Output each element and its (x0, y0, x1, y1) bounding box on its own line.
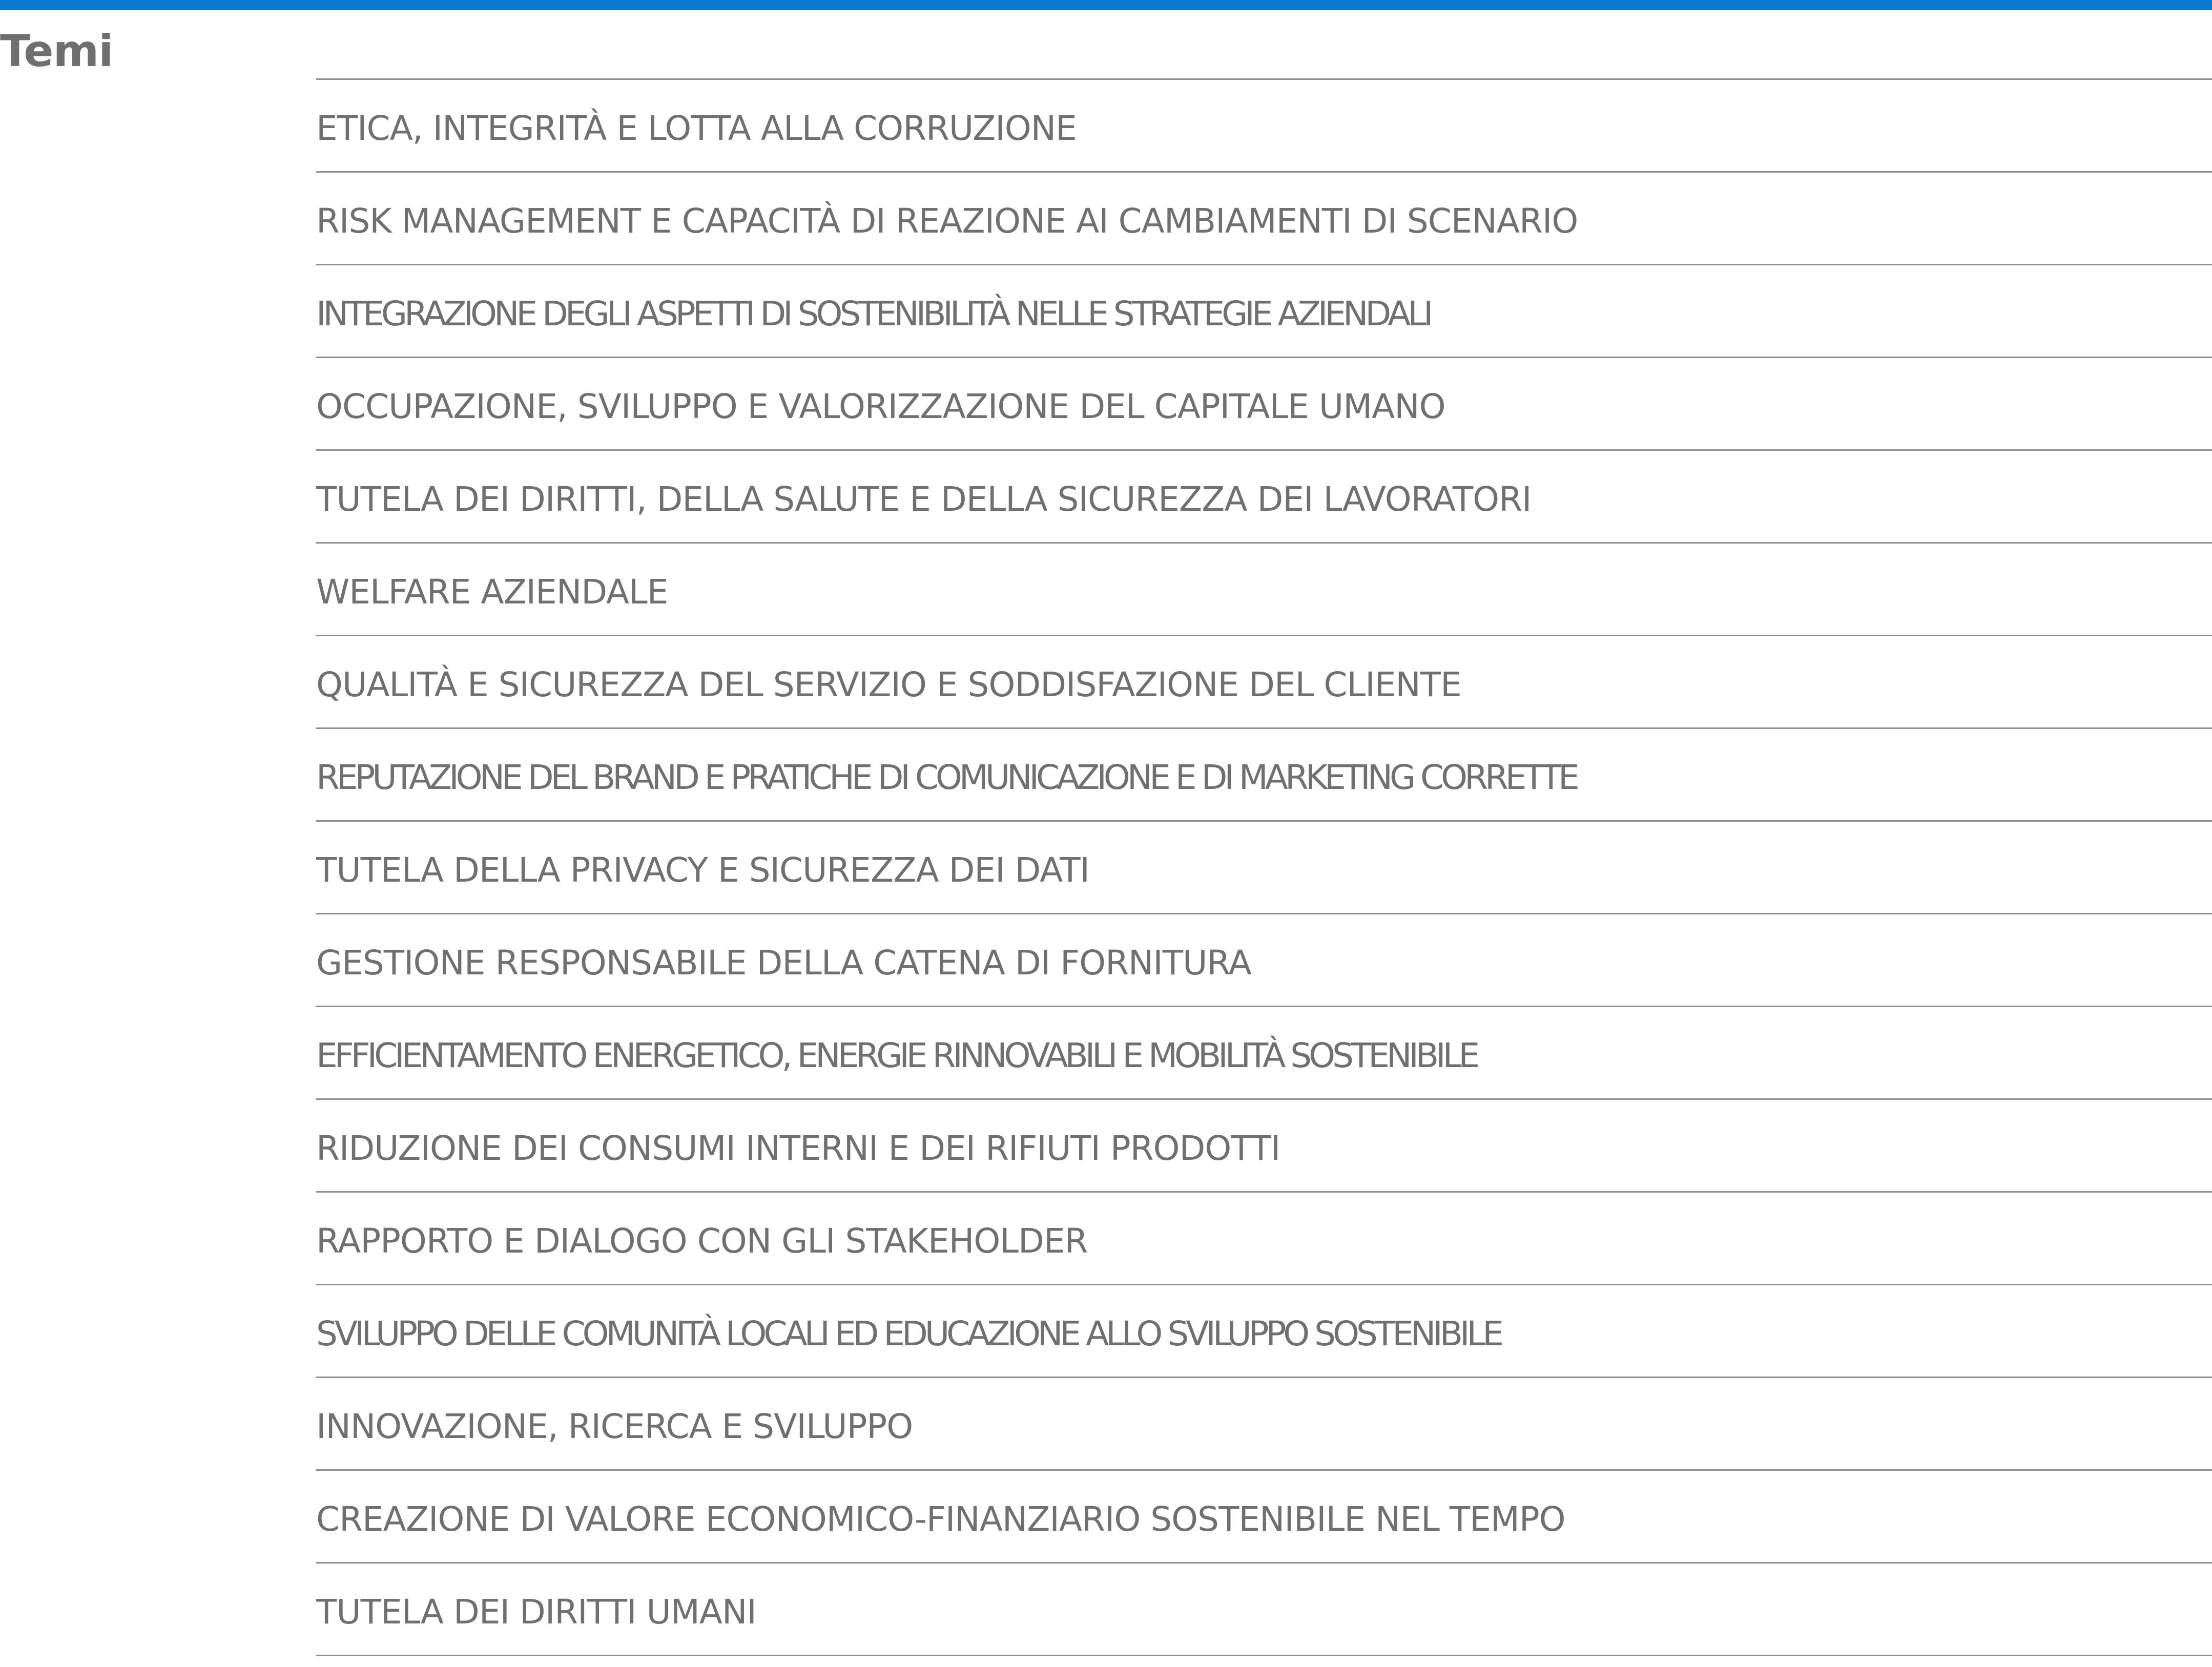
list-item (316, 1007, 2212, 1100)
topic-label: TUTELA DEI DIRITTI UMANI (316, 1592, 756, 1632)
list-item (316, 729, 2212, 822)
topic-label: INTEGRAZIONE DEGLI ASPETTI DI SOSTENIBILITÀ NELLE STRATEGIE AZIENDALI (316, 294, 1431, 334)
list-item (316, 1100, 2212, 1193)
topic-label: RAPPORTO E DIALOGO CON GLI STAKEHOLDER (316, 1221, 1088, 1261)
list-item (316, 1193, 2212, 1285)
top-accent-bar (0, 0, 2212, 10)
list-item (316, 1378, 2212, 1471)
list-item (316, 173, 2212, 265)
topic-label: SVILUPPO DELLE COMUNITÀ LOCALI ED EDUCAZIONE ALLO SVILUPPO SOSTENIBILE (316, 1314, 1501, 1353)
topic-label: GESTIONE RESPONSABILE DELLA CATENA DI FORNITURA (316, 943, 1251, 983)
topic-label: INNOVAZIONE, RICERCA E SVILUPPO (316, 1407, 913, 1446)
list-item (316, 636, 2212, 729)
topics-list (316, 78, 2212, 1656)
list-item (316, 1564, 2212, 1656)
topic-label: CREAZIONE DI VALORE ECONOMICO-FINANZIARIO SOSTENIBILE NEL TEMPO (316, 1499, 1565, 1539)
list-item (316, 358, 2212, 451)
topic-label: RISK MANAGEMENT E CAPACITÀ DI REAZIONE AI CAMBIAMENTI DI SCENARIO (316, 201, 1578, 241)
topic-label: ETICA, INTEGRITÀ E LOTTA ALLA CORRUZIONE (316, 109, 1077, 148)
topic-label: EFFICIENTAMENTO ENERGETICO, ENERGIE RINNOVABILI E MOBILITÀ SOSTENIBILE (316, 1036, 1477, 1075)
topic-label: OCCUPAZIONE, SVILUPPO E VALORIZZAZIONE DEL CAPITALE UMANO (316, 387, 1445, 426)
list-item (316, 1285, 2212, 1378)
topic-label: TUTELA DEI DIRITTI, DELLA SALUTE E DELLA SICUREZZA DEI LAVORATORI (316, 480, 1532, 519)
list-item (316, 80, 2212, 173)
topic-label: QUALITÀ E SICUREZZA DEL SERVIZIO E SODDISFAZIONE DEL CLIENTE (316, 665, 1461, 704)
list-item (316, 265, 2212, 358)
list-item (316, 914, 2212, 1007)
topic-label: REPUTAZIONE DEL BRAND E PRATICHE DI COMUNICAZIONE E DI MARKETING CORRETTE (316, 758, 1577, 797)
list-item (316, 544, 2212, 636)
topic-label: TUTELA DELLA PRIVACY E SICUREZZA DEI DATI (316, 850, 1090, 890)
list-item (316, 1471, 2212, 1564)
list-item (316, 822, 2212, 914)
section-heading: Temi (0, 26, 113, 77)
topic-label: WELFARE AZIENDALE (316, 572, 668, 612)
topic-label: RIDUZIONE DEI CONSUMI INTERNI E DEI RIFIUTI PRODOTTI (316, 1129, 1280, 1168)
list-item (316, 451, 2212, 544)
